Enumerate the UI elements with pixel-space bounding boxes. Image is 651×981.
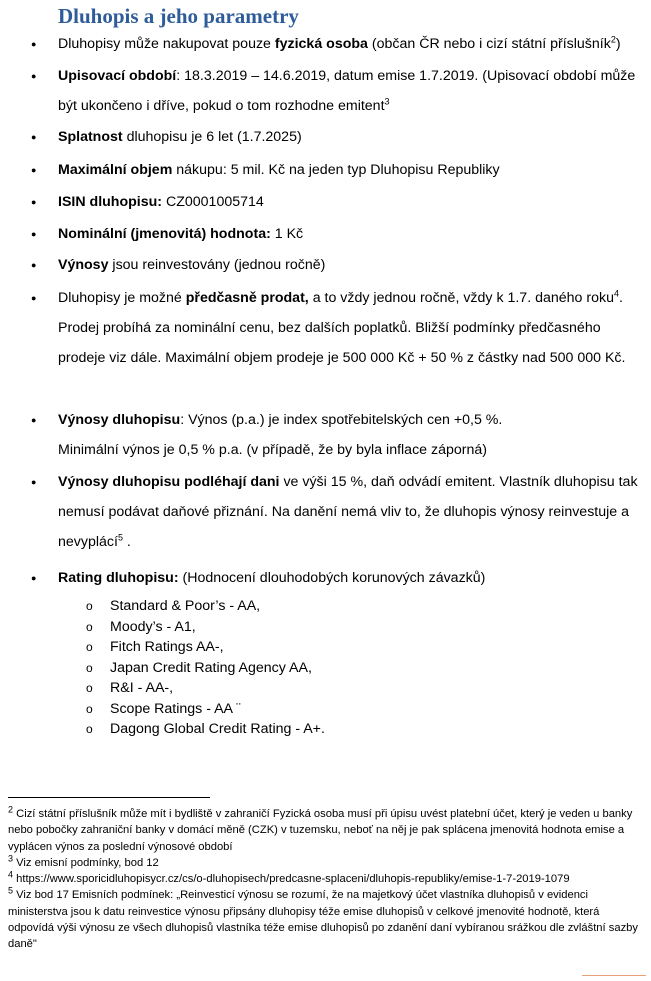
footnote-ref[interactable]: 3 xyxy=(384,96,390,107)
footnote-4[interactable]: $^4$ https://www.sporicidluhopisycr.cz/cs/o-dluhopisech/predcasne-splaceni/dluhopis-republiky/emise-1-7-2019-1079 xyxy=(8,869,570,886)
bullet-icon xyxy=(31,187,39,219)
bullet-icon xyxy=(31,283,39,315)
rating-item: o Standard & Poor’s - AA, xyxy=(86,596,325,617)
rating-item: o R&I - AA-, xyxy=(86,678,325,699)
list-item-subscription-period: ● Upisovací období: 18.3.2019 – 14.6.2019, datum emise 1.7.2019. (Upisovací období může být ukončeno i dříve, pokud o tom rozhodne emitent$^3$ xyxy=(58,61,648,121)
bullet-icon xyxy=(31,405,39,437)
list-item-tax: ● Výnosy dluhopisu podléhají dani ve výši 15 %, daň odvádí emitent. Vlastník dluhopisu tak nemusí podávat daňové přiznání. Na danění nemá vliv to, že dluhopis výnosy reinvestuje a nevyplácí$^5$ . xyxy=(58,467,648,557)
footnote-5: $^5$ Viz bod 17 Emisních podmínek: „Reinvesticí výnosu se rozumí, že na majetkový účet vlastníka dluhopisů v evidenci ministerstva jsou k datu reinvestice výnosu připsány dluhopisy téže emise dluhopisů v celkové jmenovité hodnotě, která odpovídá výši výnosu ze všech dluhopisů vlastníka téže emise dluhopisů po zdanění daní vybíranou srážkou dle zvláštní sazby daně" xyxy=(8,885,638,951)
circle-bullet-icon: o xyxy=(86,681,93,695)
footnote-ref[interactable]: 2 xyxy=(610,34,616,45)
rating-item: o Fitch Ratings AA-, xyxy=(86,637,325,658)
list-item-rating: ● Rating dluhopisu: (Hodnocení dlouhodobých korunových závazků) xyxy=(58,563,648,593)
list-item-max-volume: ● Maximální objem nákupu: 5 mil. Kč na jeden typ Dluhopisu Republiky xyxy=(58,155,648,185)
rating-item: o Scope Ratings - AA ¨ xyxy=(86,699,325,720)
decorative-rule xyxy=(582,975,646,976)
bullet-icon xyxy=(31,155,39,187)
list-item-buyer: ● Dluhopisy může nakupovat pouze fyzická osoba (občan ČR nebo i cizí státní příslušník$^2$) xyxy=(58,29,648,59)
circle-bullet-icon: o xyxy=(86,722,93,736)
bullet-icon xyxy=(31,29,39,61)
list-item-bond-yield: ● Výnosy dluhopisu: Výnos (p.a.) je index spotřebitelských cen +0,5 %. Minimální výnos je 0,5 % p.a. (v případě, že by byla inflace záporná) xyxy=(58,405,648,465)
rating-list xyxy=(86,596,325,740)
footnote-ref[interactable]: 5 xyxy=(117,532,123,543)
bullet-icon xyxy=(31,250,39,282)
list-item-yields: ● Výnosy jsou reinvestovány (jednou ročně) xyxy=(58,250,648,280)
footnote-link[interactable]: https://www.sporicidluhopisycr.cz/cs/o-dluhopisech/predcasne-splaceni/dluhopis-republiky/emise-1-7-2019-1079 xyxy=(13,873,570,886)
bullet-icon xyxy=(31,219,39,251)
bullet-icon xyxy=(31,61,39,93)
bullet-icon xyxy=(31,467,39,499)
list-item-maturity: ● Splatnost dluhopisu je 6 let (1.7.2025) xyxy=(58,122,648,152)
bullet-icon xyxy=(31,563,39,595)
circle-bullet-icon: o xyxy=(86,660,93,675)
rating-item: o Moody’s - A1, xyxy=(86,617,325,638)
circle-bullet-icon: o xyxy=(86,619,93,634)
section-heading: Dluhopis a jeho parametry xyxy=(58,4,299,28)
bullet-icon xyxy=(31,122,39,154)
list-item-isin: ● ISIN dluhopisu: CZ0001005714 xyxy=(58,187,648,217)
footnotes xyxy=(8,806,644,953)
footnote-separator xyxy=(8,797,210,798)
footnote-ref[interactable]: 4 xyxy=(613,288,619,299)
footnote-2: $^2$ Cizí státní příslušník může mít i bydliště v zahraničí Fyzická osoba musí při úpisu uvést platební účet, který je veden u banky nebo pobočky zahraniční banky v domácí měně (CZK) v tuzemsku, neboť na něj je pak splácena jmenovitá hodnota emise a vyplácen výnos za poslední výnosové období xyxy=(8,804,633,853)
circle-bullet-icon: o xyxy=(86,640,93,654)
list-item-nominal-value: ● Nominální (jmenovitá) hodnota: 1 Kč xyxy=(58,219,648,249)
list-item-early-sale: ● Dluhopisy je možné předčasně prodat, a to vždy jednou ročně, vždy k 1.7. daného roku$^4$. Prodej probíhá za nominální cenu, bez dalších poplatků. Bližší podmínky předčasného prodeje viz dále. Maximální objem prodeje je 500 000 Kč + 50 % z částky nad 500 000 Kč. xyxy=(58,283,648,373)
footnote-3: $^3$ Viz emisní podmínky, bod 12 xyxy=(8,853,159,869)
rating-item: o Dagong Global Credit Rating - A+. xyxy=(86,719,325,740)
circle-bullet-icon: o xyxy=(86,599,93,613)
rating-item: o Japan Credit Rating Agency AA, xyxy=(86,658,325,679)
circle-bullet-icon: o xyxy=(86,701,93,716)
